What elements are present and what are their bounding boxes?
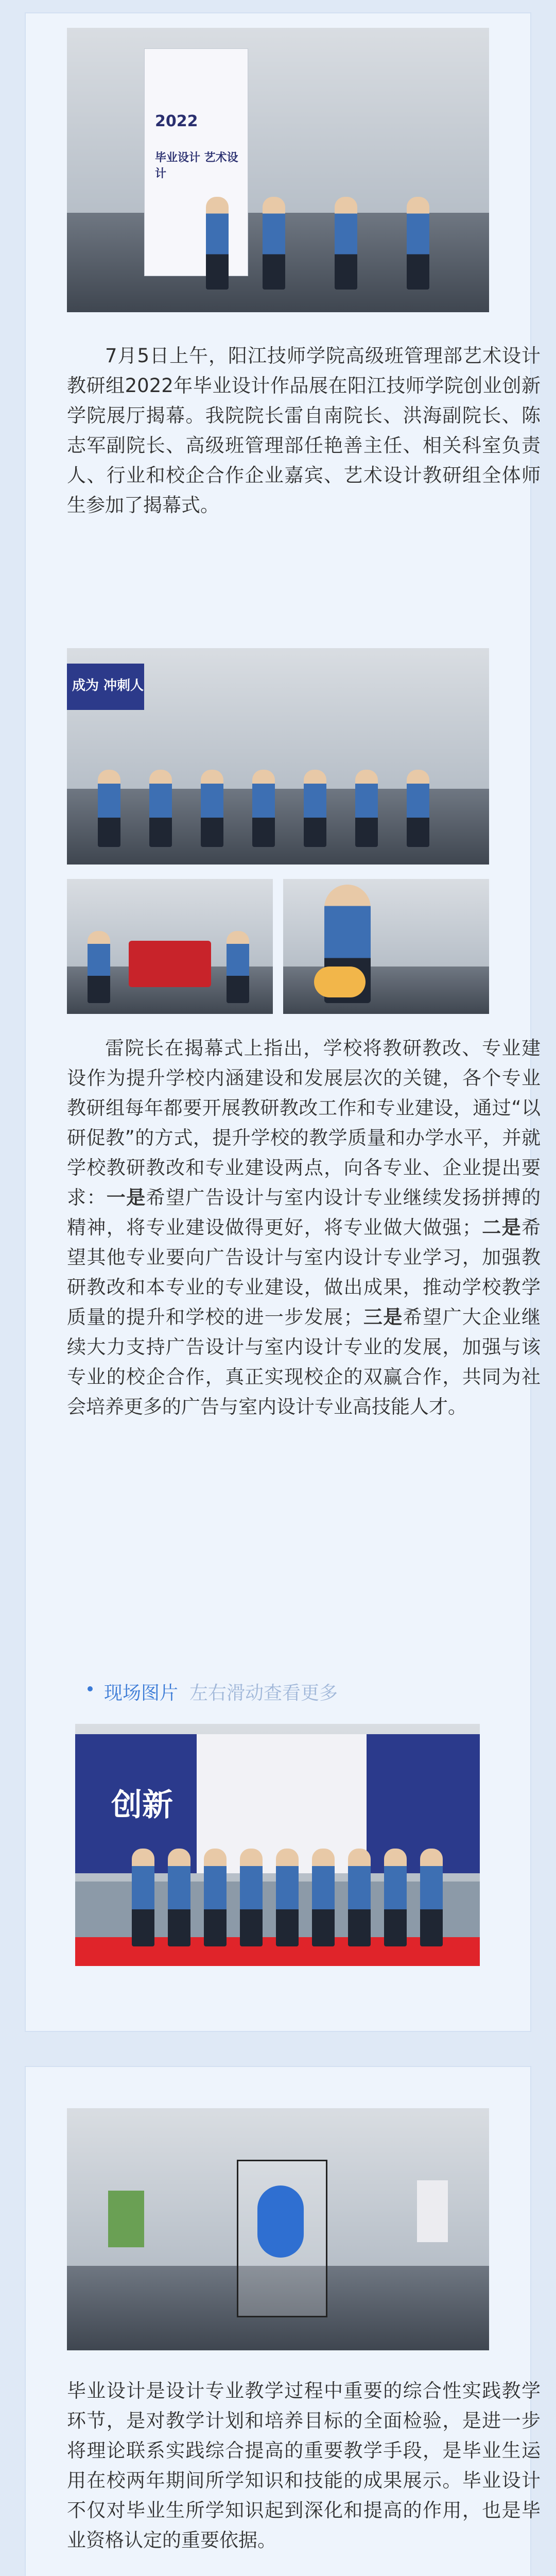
photo-exhibition-hall[interactable]: [67, 2108, 489, 2350]
article-card-1: [25, 12, 541, 2032]
description-text: 毕业设计是设计专业教学过程中重要的综合性实践教学环节，是对教学计划和培养目标的全面检验，是进一步将理论联系实践综合提高的重要教学手段，是毕业生运用在校两年期间所学知识和技能的成果展示。毕业设计不仅对毕业生所学知识起到深化和提高的作用，也是毕业资格认定的重要依据。: [67, 2380, 541, 2551]
wall-sign-text: 成为 冲刺人: [72, 678, 144, 693]
gallery-label-text: 现场图片: [104, 1683, 179, 1704]
panel-year: 2022: [155, 112, 198, 131]
photo-guest-bouquet[interactable]: [283, 879, 489, 1014]
req1-lead: 一是: [106, 1187, 146, 1209]
req3-text: 希望广大企业继续大力支持广告设计与室内设计专业的发展，加强与该专业的校企合作，真正实现校企的双赢合作，共同为社会培养更多的广告与室内设计专业高技能人才。: [67, 1306, 541, 1418]
speech-paragraph: [67, 1033, 541, 1422]
photo-unveil-red-cloth[interactable]: [67, 879, 273, 1014]
article-card-2: [25, 2066, 541, 2576]
photo-unveiling-guests[interactable]: [67, 28, 489, 312]
gallery-photo-1[interactable]: [75, 1724, 480, 1966]
gallery-label-1: [104, 1679, 338, 1705]
intro-paragraph: [67, 341, 541, 520]
intro-text: 7月5日上午，阳江技师学院高级班管理部艺术设计教研组2022年毕业设计作品展在阳江技师学院创业创新学院展厅揭幕。我院院长雷自南院长、洪海副院长、陈志军副院长、高级班管理部任艳善主任、相关科室负责人、行业和校企合作企业嘉宾、艺术设计教研组全体师生参加了揭幕式。: [67, 345, 541, 516]
banner-word: 创新: [111, 1787, 173, 1823]
swipe-hint: 左右滑动查看更多: [189, 1683, 338, 1704]
photo-group[interactable]: [67, 648, 489, 865]
exhibition-panel: [144, 48, 248, 276]
description-paragraph: [67, 2376, 541, 2555]
req2-text: 希望其他专业要向广告设计与室内设计专业学习，加强教研教改和本专业的专业建设，做出成果，推动学校教学质量的提升和学校的进一步发展；: [67, 1216, 541, 1328]
req3-lead: 三是: [362, 1306, 403, 1328]
panel-title: 毕业设计 艺术设计: [155, 151, 238, 180]
req2-lead: 二是: [481, 1216, 522, 1239]
speech-intro: 雷院长在揭幕式上指出，学校将教研教改、专业建设作为提升学校内涵建设和发展层次的关键，各个专业教研组每年都要开展教研教改工作和专业建设，通过“以研促教”的方式，提升学校的教学质量和办学水平，并就学校教研教改和专业建设两点，向各专业、企业提出要求：: [67, 1037, 541, 1209]
req1-text: 希望广告设计与室内设计专业继续发扬拼搏的精神，将专业建设做得更好，将专业做大做强；: [67, 1187, 541, 1239]
